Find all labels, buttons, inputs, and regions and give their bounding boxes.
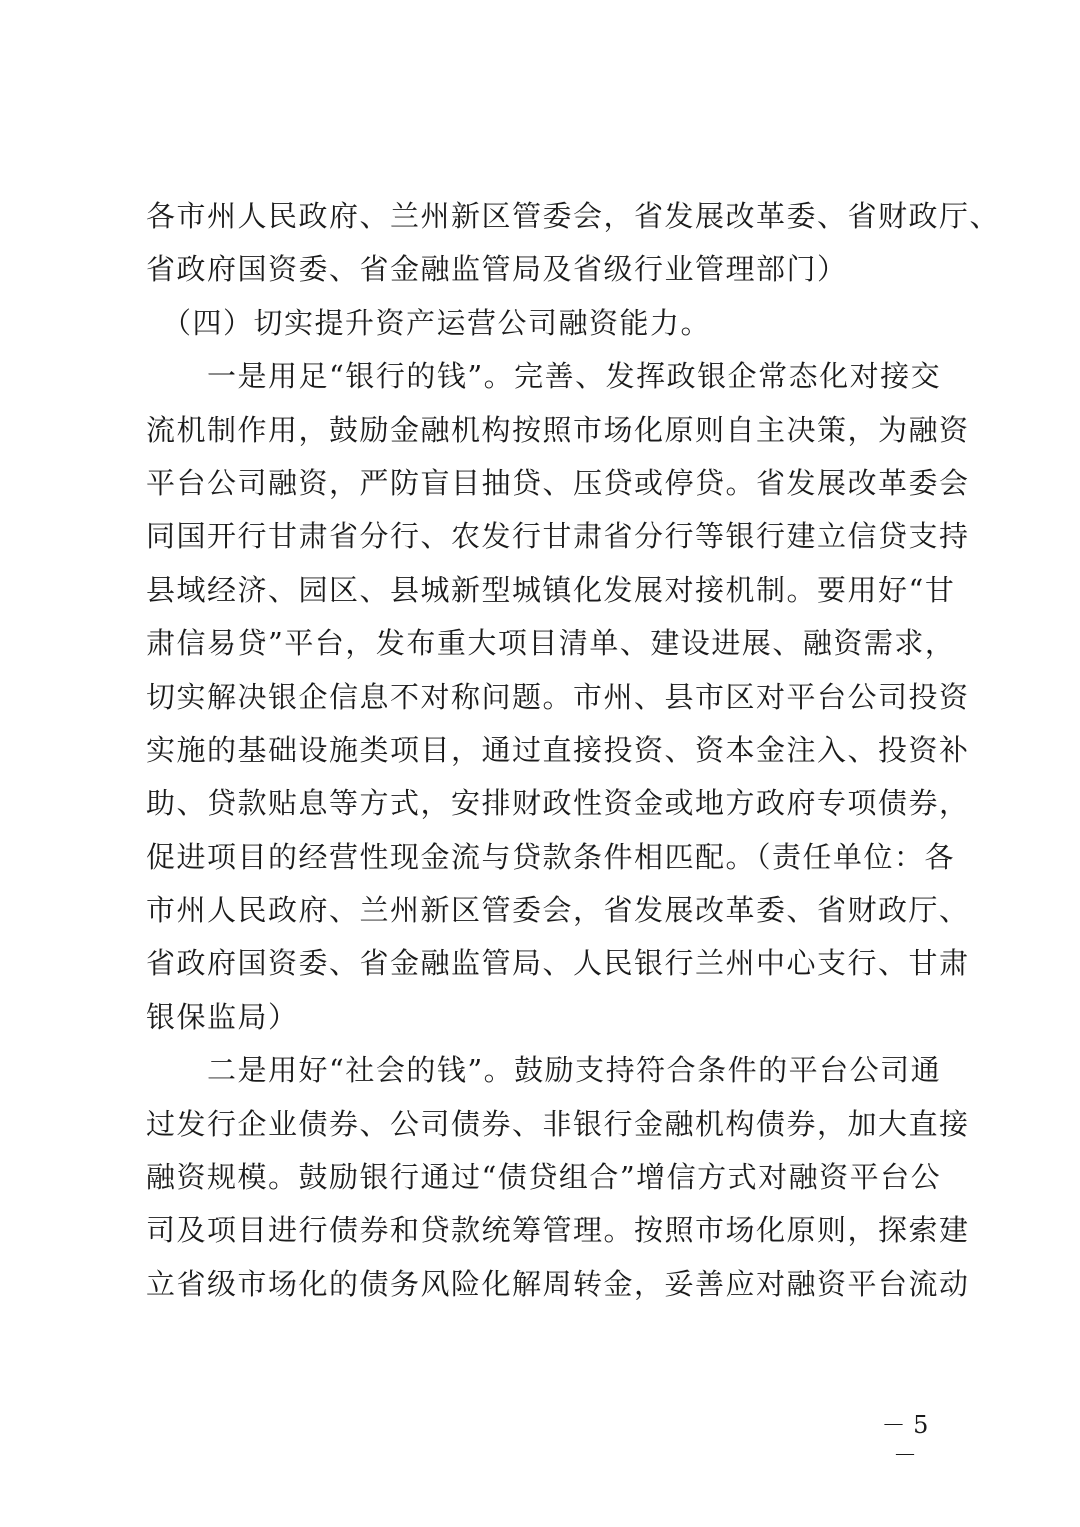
text-line: 一是用足“银行的钱”。完善、发挥政银企常态化对接交 — [146, 359, 942, 394]
text-line: 切实解决银企信息不对称问题。市州、县市区对平台公司投资 — [146, 679, 970, 714]
text-line: 省政府国资委、省金融监管局、人民银行兰州中心支行、甘肃 — [146, 946, 970, 981]
text-line: 市州人民政府、兰州新区管委会，省发展改革委、省财政厅、 — [146, 893, 970, 928]
text-line: 流机制作用，鼓励金融机构按照市场化原则自主决策，为融资 — [146, 412, 970, 447]
body-text — [146, 190, 1001, 1311]
text-line: 二是用好“社会的钱”。鼓励支持符合条件的平台公司通 — [146, 1053, 942, 1088]
text-line: 银保监局） — [146, 999, 299, 1034]
text-line: 立省级市场化的债务风险化解周转金，妥善应对融资平台流动 — [146, 1266, 970, 1301]
text-line: 促进项目的经营性现金流与贷款条件相匹配。（责任单位：各 — [146, 839, 956, 874]
text-line: 各市州人民政府、兰州新区管委会，省发展改革委、省财政厅、 — [146, 199, 1001, 233]
text-line: 县域经济、园区、县城新型城镇化发展对接机制。要用好“甘 — [146, 572, 956, 607]
section-heading: （四）切实提升资产运营公司融资能力。 — [146, 305, 712, 340]
text-line: 省政府国资委、省金融监管局及省级行业管理部门） — [146, 252, 848, 287]
text-line: 司及项目进行债券和贷款统筹管理。按照市场化原则，探索建 — [146, 1213, 970, 1248]
text-line: 平台公司融资，严防盲目抽贷、压贷或停贷。省发展改革委会 — [146, 465, 970, 500]
page-number: － 5 － — [881, 1411, 929, 1469]
text-line: 实施的基础设施类项目，通过直接投资、资本金注入、投资补 — [146, 732, 970, 767]
text-line: 过发行企业债券、公司债券、非银行金融机构债券，加大直接 — [146, 1106, 970, 1141]
text-line: 同国开行甘肃省分行、农发行甘肃省分行等银行建立信贷支持 — [146, 519, 970, 554]
text-line: 肃信易贷”平台，发布重大项目清单、建设进展、融资需求， — [146, 626, 956, 661]
text-line: 融资规模。鼓励银行通过“债贷组合”增信方式对融资平台公 — [146, 1160, 942, 1195]
text-line: 助、贷款贴息等方式，安排财政性资金或地方政府专项债券， — [146, 786, 970, 821]
